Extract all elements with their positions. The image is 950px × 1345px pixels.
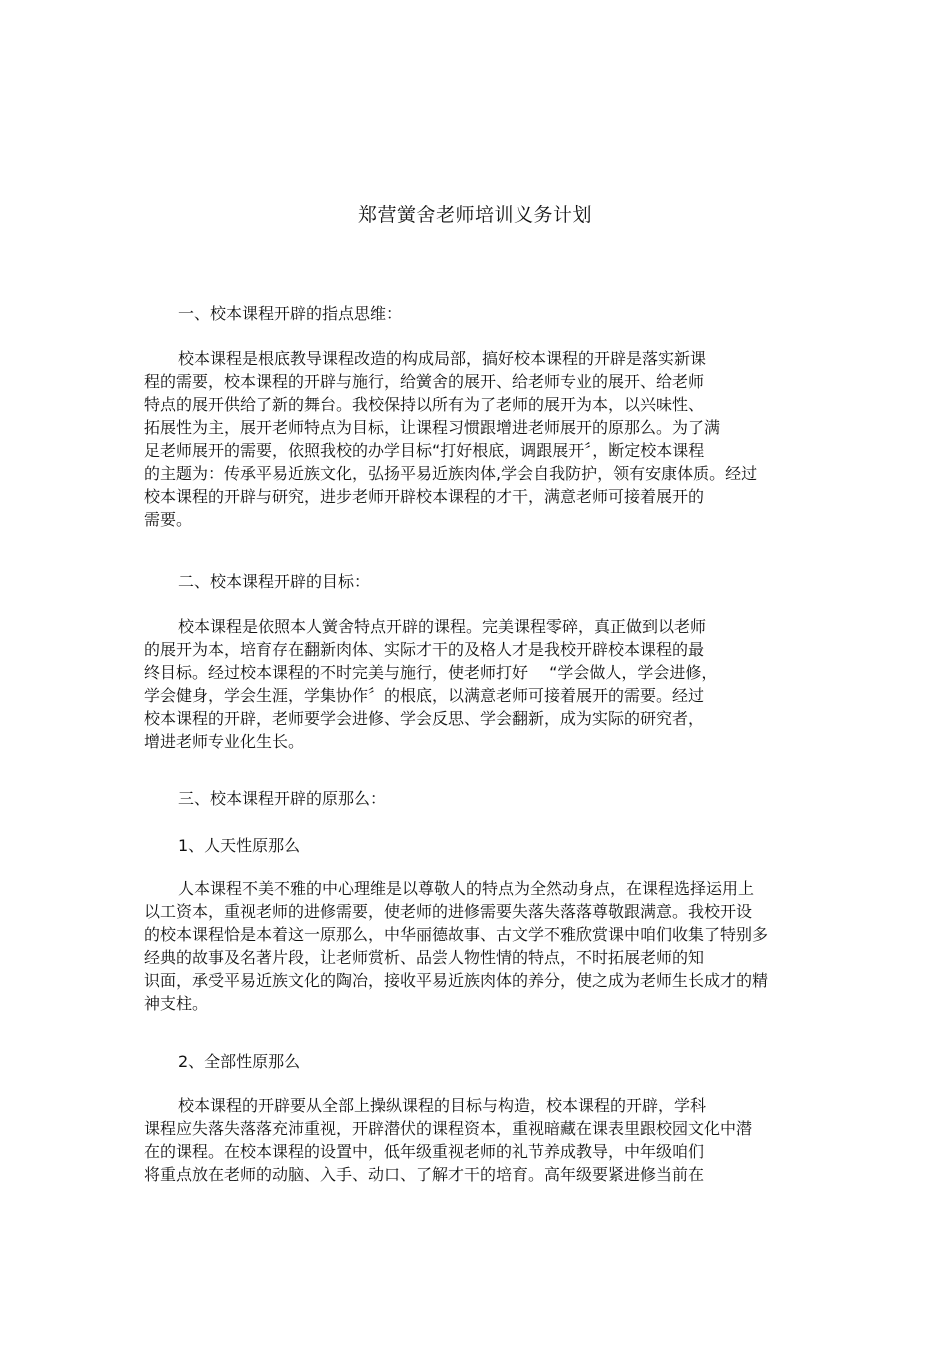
document-title: 郑营黉舍老师培训义务计划: [357, 204, 592, 226]
subsection-heading: 1、人天性原那么: [178, 836, 301, 855]
paragraph-line: 校本课程的开辟，老师要学会进修、学会反思、学会翻新，成为实际的研究者，: [144, 709, 705, 728]
paragraph-line: 校本课程的开辟与研究，进步老师开辟校本课程的才干，满意老师可接着展开的: [144, 487, 705, 506]
subsection-heading: 2、全部性原那么: [178, 1052, 301, 1071]
section-2-paragraph: [144, 615, 864, 753]
section-1: [144, 304, 864, 324]
paragraph: [144, 1094, 864, 1186]
paragraph-line: 增进老师专业化生长。: [144, 732, 305, 751]
paragraph: [144, 347, 864, 531]
paragraph-line: 特点的展开供给了新的舞台。我校保持以所有为了老师的展开为本，以兴味性、: [144, 395, 705, 414]
paragraph-line: 经典的故事及名著片段，让老师赏析、品尝人物性情的特点，不时拓展老师的知: [144, 948, 705, 967]
paragraph-line: 神支柱。: [144, 994, 209, 1013]
paragraph-line: 需要。: [144, 510, 193, 529]
paragraph-line: 在的课程。在校本课程的设置中，低年级重视老师的礼节养成教导，中年级咱们: [144, 1142, 705, 1161]
section-heading: 三、校本课程开辟的原那么：: [178, 789, 387, 808]
paragraph-line: 将重点放在老师的动脑、入手、动口、了解才干的培育。高年级要紧进修当前在: [144, 1165, 705, 1184]
paragraph-line: 足老师展开的需要，依照我校的办学目标“打好根底，调跟展开〞，断定校本课程: [144, 441, 705, 460]
paragraph-line: 的展开为本，培育存在翻新肉体、实际才干的及格人才是我校开辟校本课程的最: [144, 640, 705, 659]
paragraph-line: 的校本课程恰是本着这一原那么，中华丽德故事、古文学不雅欣赏课中咱们收集了特别多: [144, 925, 769, 944]
section-1-paragraph: [144, 347, 864, 531]
paragraph-line: 校本课程的开辟要从全部上操纵课程的目标与构造，校本课程的开辟，学科: [178, 1096, 707, 1115]
paragraph-line: 以工资本，重视老师的进修需要，使老师的进修需要失落失落落尊敬跟满意。我校开设: [144, 902, 753, 921]
paragraph-line: 终目标。经过校本课程的不时完美与施行，使老师打好 “学会做人，学会进修，: [144, 663, 718, 682]
subsection-2: [144, 1052, 864, 1072]
subsection-1-paragraph: [144, 877, 864, 1015]
section-2: [144, 572, 864, 592]
paragraph: [144, 615, 864, 753]
paragraph-line: 程的需要，校本课程的开辟与施行，给黉舍的展开、给老师专业的展开、给老师: [144, 372, 705, 391]
paragraph: [144, 877, 864, 1015]
paragraph-line: 校本课程是根底教导课程改造的构成局部，搞好校本课程的开辟是落实新课: [178, 349, 707, 368]
section-heading: 二、校本课程开辟的目标：: [178, 572, 371, 591]
section-heading: 一、校本课程开辟的指点思维：: [178, 304, 403, 323]
paragraph-line: 识面，承受平易近族文化的陶冶，接收平易近族肉体的养分，使之成为老师生长成才的精: [144, 971, 769, 990]
paragraph-line: 课程应失落失落落充沛重视，开辟潜伏的课程资本，重视暗藏在课表里跟校园文化中潜: [144, 1119, 753, 1138]
section-3: [144, 789, 864, 809]
paragraph-line: 学会健身，学会生涯，学集协作〞的根底，以满意老师可接着展开的需要。经过: [144, 686, 705, 705]
paragraph-line: 校本课程是依照本人黉舍特点开辟的课程。完美课程零碎，真正做到以老师: [178, 617, 707, 636]
subsection-1: [144, 836, 864, 856]
subsection-2-paragraph: [144, 1094, 864, 1186]
paragraph-line: 拓展性为主，展开老师特点为目标，让课程习惯跟增进老师展开的原那么。为了满: [144, 418, 721, 437]
paragraph-line: 的主题为：传承平易近族文化，弘扬平易近族肉体,学会自我防护，领有安康体质。经过: [144, 464, 758, 483]
paragraph-line: 人本课程不美不雅的中心理维是以尊敬人的特点为全然动身点，在课程选择运用上: [178, 879, 755, 898]
